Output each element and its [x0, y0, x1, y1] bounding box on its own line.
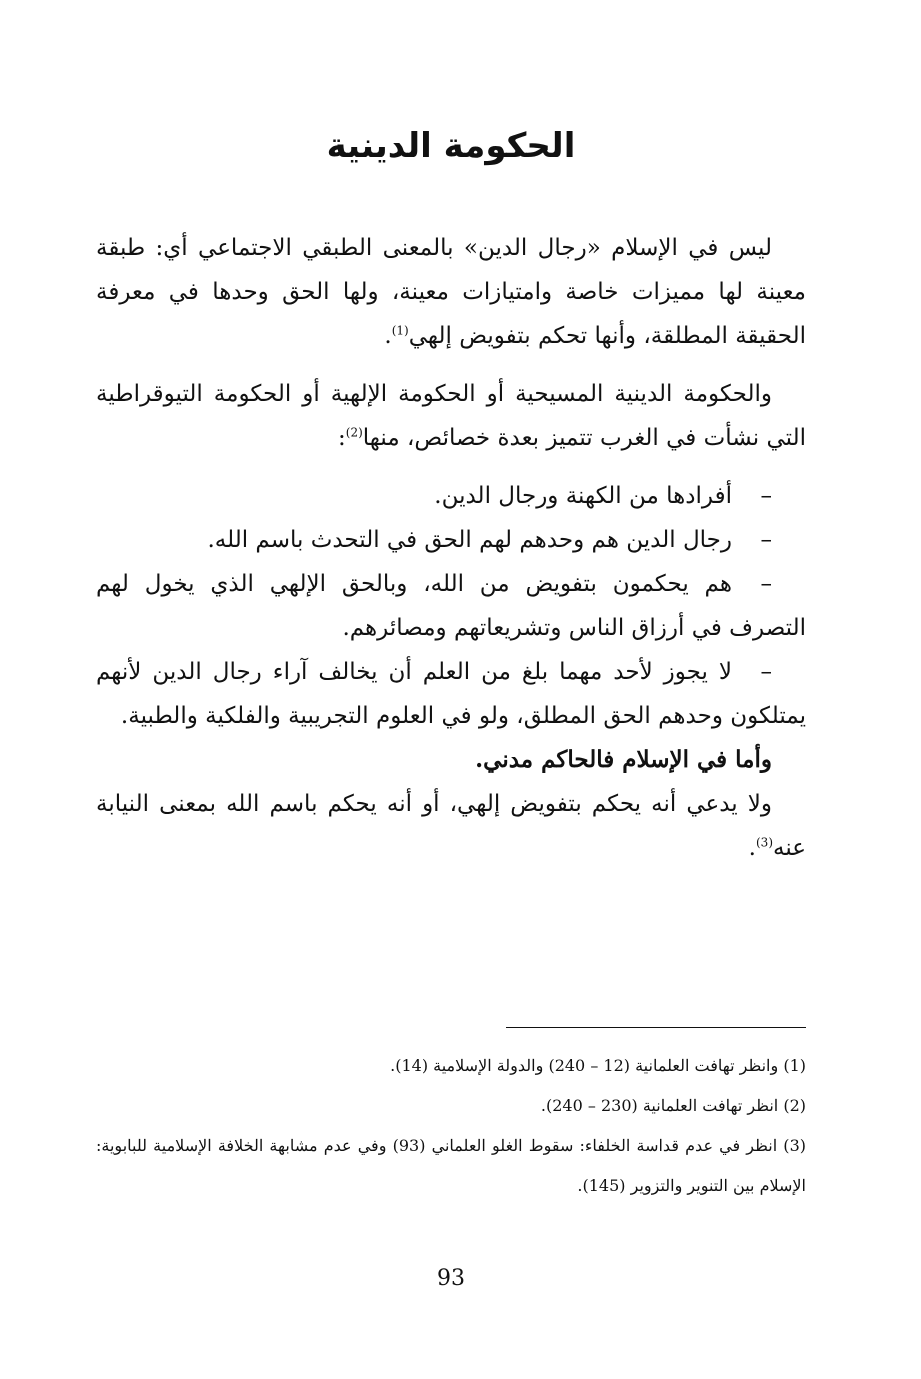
paragraph-closing-text: ولا يدعي أنه يحكم بتفويض إلهي، أو أنه يحكم باسم الله بمعنى النيابة عنه: [96, 791, 806, 861]
list-item-text: أفرادها من الكهنة ورجال الدين.: [434, 483, 732, 509]
list-item-text: لا يجوز لأحد مهما بلغ من العلم أن يخالف آراء رجال الدين لأنهم يمتلكون وحدهم الحق المطلق، ولو في العلوم التجريبية والفلكية والطبية.: [96, 659, 806, 729]
list-dash: –: [760, 483, 772, 509]
footnotes: [96, 1046, 806, 1206]
footnote-2: (2) انظر تهافت العلمانية (230 – 240).: [540, 1096, 806, 1115]
page-number: 93: [437, 1266, 465, 1291]
footnote-ref-3: (3): [755, 835, 773, 850]
footnote-3: (3) انظر في عدم قداسة الخلفاء: سقوط الغلو العلماني (93) وفي عدم مشابهة الخلافة الإسلامية للبابوية: الإسلام بين التنوير والتزوير (145).: [96, 1136, 806, 1195]
paragraph-theocracy-end: :: [338, 425, 346, 451]
paragraph-theocracy: [96, 372, 806, 460]
body-text: [96, 226, 806, 870]
footnote-1: (1) وانظر تهافت العلمانية (12 – 240) والدولة الإسلامية (14).: [390, 1056, 806, 1075]
list-dash: –: [760, 659, 772, 685]
list-item-text: رجال الدين هم وحدهم لهم الحق في التحدث باسم الله.: [207, 527, 732, 553]
footnote-ref-2: (2): [345, 425, 363, 440]
list-dash: –: [760, 527, 772, 553]
paragraph-intro: [96, 226, 806, 358]
list-item: [96, 562, 806, 650]
islam-heading: وأما في الإسلام فالحاكم مدني.: [475, 746, 772, 773]
list-item: [96, 650, 806, 738]
footnote-divider: [506, 1027, 806, 1028]
list-dash: –: [760, 571, 772, 597]
list-item-text: هم يحكمون بتفويض من الله، وبالحق الإلهي الذي يخول لهم التصرف في أرزاق الناس وتشريعاتهم ومصائرهم.: [96, 571, 806, 641]
paragraph-closing-end: .: [748, 835, 756, 861]
list-item: [96, 518, 806, 562]
list-item: [96, 474, 806, 518]
paragraph-intro-end: .: [384, 323, 392, 349]
paragraph-closing: [96, 782, 806, 870]
paragraph-intro-text: ليس في الإسلام «رجال الدين» بالمعنى الطبقي الاجتماعي أي: طبقة معينة لها مميزات خاصة وامتيازات معينة، ولها الحق وحدها في معرفة الحقيقة المطلقة، وأنها تحكم بتفويض إلهي: [96, 235, 806, 349]
book-page: [96, 0, 806, 1379]
page-title: الحكومة الدينية: [326, 126, 576, 166]
paragraph-theocracy-text: والحكومة الدينية المسيحية أو الحكومة الإلهية أو الحكومة التيوقراطية التي نشأت في الغرب تتميز بعدة خصائص، منها: [96, 381, 806, 451]
footnote-ref-1: (1): [391, 323, 409, 338]
